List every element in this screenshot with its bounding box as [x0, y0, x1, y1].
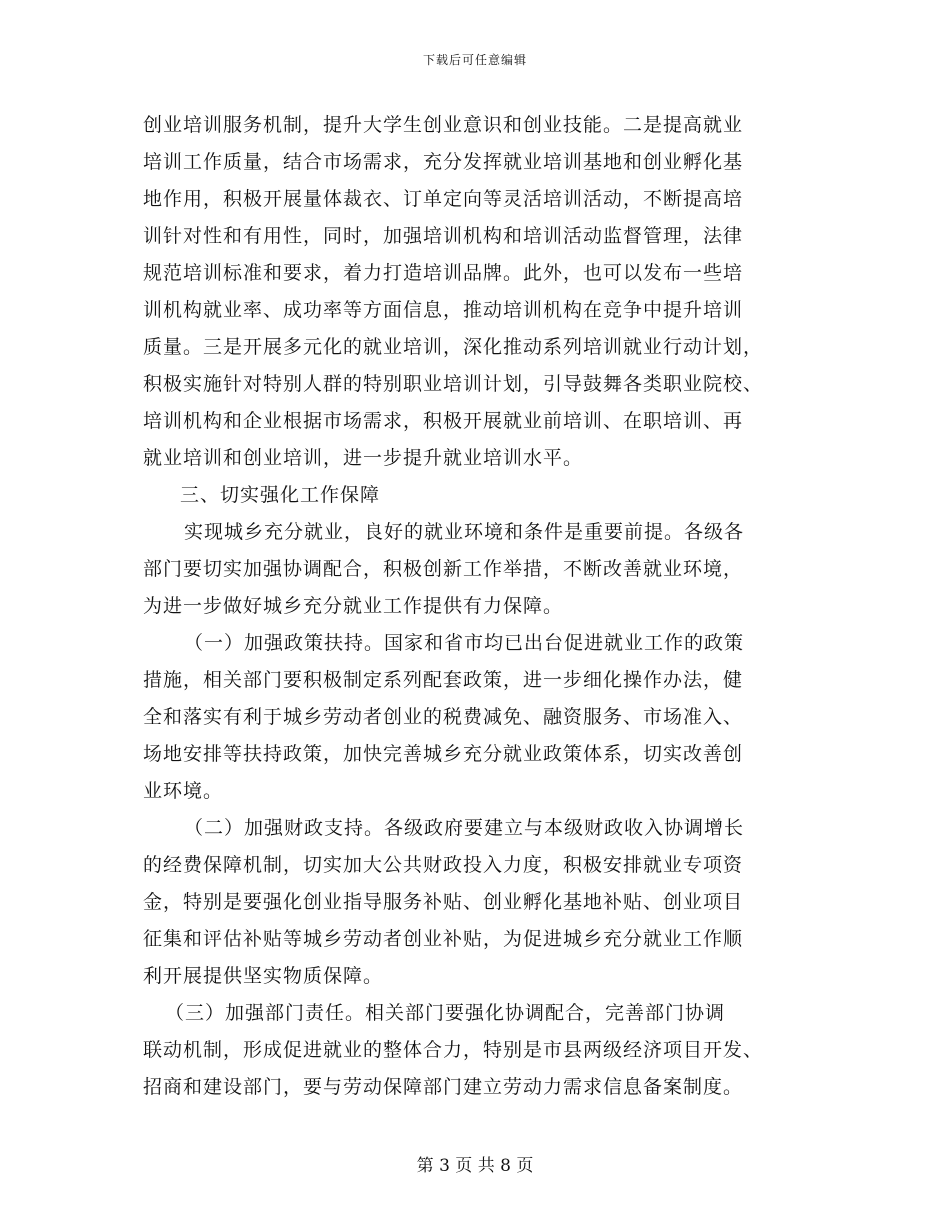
text-line: 地作用，积极开展量体裁衣、订单定向等灵活培训活动，不断提高培: [143, 188, 744, 210]
text-line: （三）加强部门责任。相关部门要强化协调配合，完善部门协调: [165, 1002, 726, 1024]
page-number-footer: 第 3 页 共 8 页: [416, 1156, 534, 1176]
text-line: 训针对性和有用性，同时，加强培训机构和培训活动监督管理，法律: [143, 225, 744, 247]
text-line: 质量。三是开展多元化的就业培训，深化推动系列培训就业行动计划，: [143, 336, 764, 358]
text-line: 创业培训服务机制，提升大学生创业意识和创业技能。二是提高就业: [143, 114, 744, 136]
text-line: 训机构就业率、成功率等方面信息，推动培训机构在竞争中提升培训: [143, 299, 744, 321]
text-line: 征集和评估补贴等城乡劳动者创业补贴，为促进城乡充分就业工作顺: [143, 928, 744, 950]
text-line: 的经费保障机制，切实加大公共财政投入力度，积极安排就业专项资: [143, 854, 744, 876]
text-line: 部门要切实加强协调配合，积极创新工作举措，不断改善就业环境，: [143, 558, 744, 580]
text-line: 招商和建设部门，要与劳动保障部门建立劳动力需求信息备案制度。: [143, 1076, 744, 1098]
text-line: 业环境。: [143, 780, 224, 802]
text-line: 培训机构和企业根据市场需求，积极开展就业前培训、在职培训、再: [143, 410, 744, 432]
text-line: 场地安排等扶持政策，加快完善城乡充分就业政策体系，切实改善创: [143, 743, 744, 765]
text-line: 就业培训和创业培训，进一步提升就业培训水平。: [143, 447, 584, 469]
text-line: 为进一步做好城乡充分就业工作提供有力保障。: [143, 595, 564, 617]
text-line: 培训工作质量，结合市场需求，充分发挥就业培训基地和创业孵化基: [143, 151, 744, 173]
text-line: （一）加强政策扶持。国家和省市均已出台促进就业工作的政策: [184, 632, 745, 654]
text-line: 利开展提供坚实物质保障。: [143, 965, 384, 987]
text-line: 全和落实有利于城乡劳动者创业的税费减免、融资服务、市场准入、: [143, 706, 744, 728]
page-header: 下载后可任意编辑: [422, 53, 527, 67]
text-line: 实现城乡充分就业，良好的就业环境和条件是重要前提。各级各: [184, 521, 745, 543]
section-heading: 三、切实强化工作保障: [180, 484, 381, 506]
text-line: （二）加强财政支持。各级政府要建立与本级财政收入协调增长: [184, 817, 745, 839]
text-line: 金，特别是要强化创业指导服务补贴、创业孵化基地补贴、创业项目: [143, 891, 744, 913]
text-line: 规范培训标准和要求，着力打造培训品牌。此外，也可以发布一些培: [143, 262, 744, 284]
document-body: [143, 107, 818, 1106]
text-line: 联动机制，形成促进就业的整体合力，特别是市县两级经济项目开发、: [143, 1039, 764, 1061]
text-line: 积极实施针对特别人群的特别职业培训计划，引导鼓舞各类职业院校、: [143, 373, 764, 395]
text-line: 措施，相关部门要积极制定系列配套政策，进一步细化操作办法，健: [143, 669, 744, 691]
